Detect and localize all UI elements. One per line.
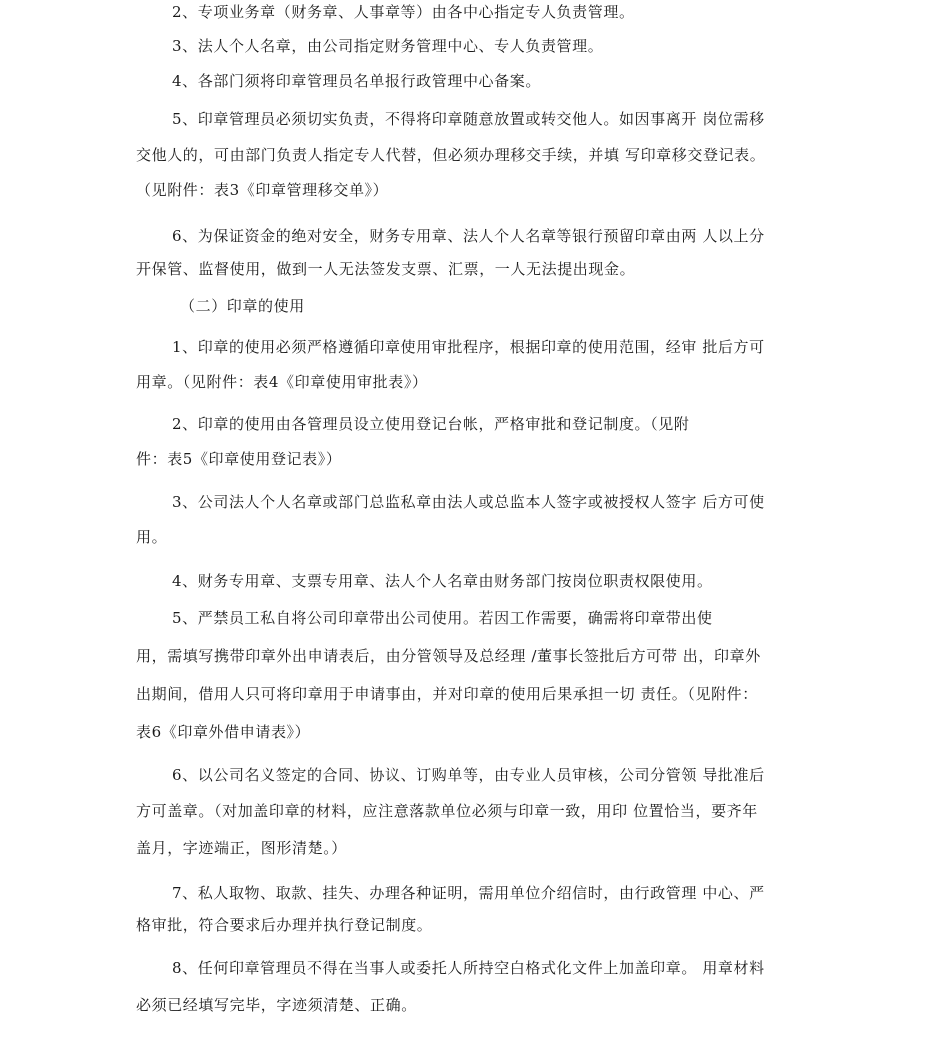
text-line: （见附件：表3《印章管理移交单》）: [136, 181, 389, 199]
text-line: 1、印章的使用必须严格遵循印章使用审批程序，根据印章的使用范围，经审 批后方可: [172, 338, 765, 356]
text-line: 4、各部门须将印章管理员名单报行政管理中心备案。: [172, 72, 541, 90]
text-line: 格审批，符合要求后办理并执行登记制度。: [136, 916, 433, 934]
text-line: 2、专项业务章（财务章、人事章等）由各中心指定专人负责管理。: [172, 3, 635, 21]
text-line: 3、公司法人个人名章或部门总监私章由法人或总监本人签字或被授权人签字 后方可使: [172, 493, 765, 511]
text-line: 开保管、监督使用，做到一人无法签发支票、汇票，一人无法提出现金。: [136, 260, 636, 278]
text-line: 8、任何印章管理员不得在当事人或委托人所持空白格式化文件上加盖印章。 用章材料: [172, 959, 765, 977]
text-line: 3、法人个人名章，由公司指定财务管理中心、专人负责管理。: [172, 37, 604, 55]
text-line: 用章。（见附件：表4《印章使用审批表》）: [136, 373, 428, 391]
text-line: 7、私人取物、取款、挂失、办理各种证明，需用单位介绍信时，由行政管理 中心、严: [172, 884, 765, 902]
text-line: 5、印章管理员必须切实负责，不得将印章随意放置或转交他人。如因事离开 岗位需移: [172, 110, 765, 128]
text-line: 件：表5《印章使用登记表》）: [136, 450, 342, 468]
text-line: 方可盖章。（对加盖印章的材料，应注意落款单位必须与印章一致，用印 位置恰当，要齐年: [136, 802, 758, 820]
text-line: 用，需填写携带印章外出申请表后，由分管领导及总经理 /董事长签批后方可带 出，印章外: [136, 647, 761, 665]
text-line: 出期间，借用人只可将印章用于申请事由，并对印章的使用后果承担一切 责任。（见附件：: [136, 685, 758, 703]
text-line: 4、财务专用章、支票专用章、法人个人名章由财务部门按岗位职责权限使用。: [172, 572, 713, 590]
text-line: 盖月，字迹端正，图形清楚。）: [136, 839, 347, 857]
text-line: 用。: [136, 528, 168, 546]
text-line: 必须已经填写完毕，字迹须清楚、正确。: [136, 996, 417, 1014]
text-line: 5、严禁员工私自将公司印章带出公司使用。若因工作需要，确需将印章带出使: [172, 609, 713, 627]
section-heading: （二）印章的使用: [180, 297, 305, 315]
text-line: 6、以公司名义签定的合同、协议、订购单等，由专业人员审核，公司分管领 导批准后: [172, 766, 765, 784]
text-line: 6、为保证资金的绝对安全，财务专用章、法人个人名章等银行预留印章由两 人以上分: [172, 227, 765, 245]
text-line: 表6《印章外借申请表》）: [136, 723, 311, 741]
text-line: 交他人的，可由部门负责人指定专人代替，但必须办理移交手续，并填 写印章移交登记表。: [136, 146, 766, 164]
text-line: 2、印章的使用由各管理员设立使用登记台帐，严格审批和登记制度。（见附: [172, 415, 690, 433]
